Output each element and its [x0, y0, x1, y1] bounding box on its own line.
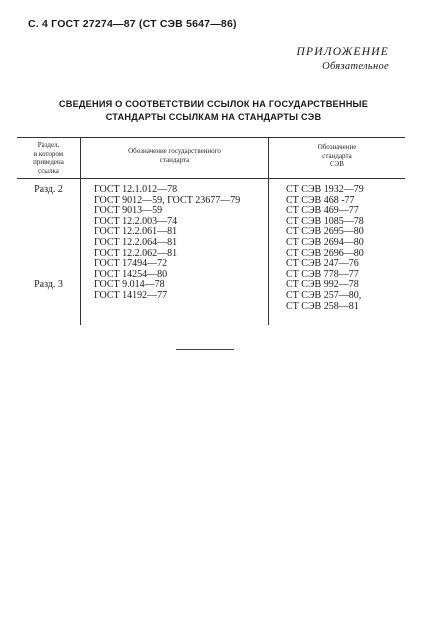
header-gost: Обозначение государственного стандарта — [128, 147, 221, 164]
table-cell-section — [21, 227, 76, 238]
table-cell-section — [21, 249, 76, 260]
table-cell-gost: ГОСТ 9013—59 — [94, 205, 163, 217]
table-cell-gost — [94, 302, 240, 313]
table-cell-section — [21, 196, 76, 207]
table-cell-section — [21, 259, 76, 270]
table-cell-sev: СТ СЭВ 247—76 — [286, 258, 359, 270]
table-cell-section: Разд. 3 — [34, 279, 63, 291]
table-cell-section — [21, 217, 76, 228]
header-section: Раздел, в котором приведена ссылка — [33, 141, 64, 175]
document-title — [0, 98, 427, 124]
sev-column — [286, 185, 364, 312]
table-cell-sev: СТ СЭВ 2696—80 — [286, 247, 364, 259]
table-cell-sev: СТ СЭВ 1085—78 — [286, 215, 364, 227]
table-cell-gost: ГОСТ 12.2.061—81 — [94, 226, 178, 238]
section-column — [21, 185, 76, 312]
table-cell-section: Разд. 2 — [34, 184, 63, 195]
table-cell-gost: ГОСТ 14192—77 — [94, 289, 168, 301]
table-cell-gost: ГОСТ 17494—72 — [94, 258, 168, 270]
table-cell-gost: ГОСТ 12.1.012—78 — [94, 184, 178, 195]
table-cell-sev: СТ СЭВ 468 -77 — [286, 194, 355, 206]
appendix-label: ПРИЛОЖЕНИЕ — [296, 46, 389, 58]
table-cell-sev: СТ СЭВ 257—80, — [286, 289, 362, 301]
title-line-1: СВЕДЕНИЯ О СООТВЕТСТВИИ ССЫЛОК НА ГОСУДАРСТВЕННЫЕ — [58, 99, 369, 109]
appendix-label-block — [297, 45, 389, 75]
table-cell-gost: ГОСТ 9012—59, ГОСТ 23677—79 — [94, 194, 241, 206]
table-cell-gost: ГОСТ 14254—80 — [94, 268, 168, 280]
table-cell-gost: ГОСТ 12.2.003—74 — [94, 215, 178, 227]
table-cell-sev: СТ СЭВ 2694—80 — [286, 236, 364, 248]
header-sev: Обозначение стандарта СЭВ — [317, 143, 357, 168]
table-cell-gost: ГОСТ 12.2.062—81 — [94, 247, 178, 259]
table-cell-sev: СТ СЭВ 258—81 — [286, 300, 359, 312]
table-cell-section — [21, 291, 76, 302]
table-cell-sev: СТ СЭВ 1932—79 — [286, 184, 364, 195]
table-top-rule — [17, 137, 405, 138]
table-cell-sev: СТ СЭВ 778—77 — [286, 268, 359, 280]
table-cell-section — [21, 206, 76, 217]
correspondence-table — [17, 137, 405, 325]
table-cell-gost: ГОСТ 9.014—78 — [94, 279, 165, 291]
appendix-sublabel: Обязательное — [322, 61, 389, 72]
gost-column — [94, 185, 240, 312]
table-cell-sev: СТ СЭВ 992—78 — [286, 279, 359, 291]
end-of-text-rule — [176, 349, 234, 350]
table-cell-section — [21, 302, 76, 313]
table-cell-sev: СТ СЭВ 469—77 — [286, 205, 359, 217]
table-cell-section — [21, 238, 76, 249]
table-cell-gost: ГОСТ 12.2.064—81 — [94, 236, 178, 248]
table-column-divider-1 — [80, 137, 81, 325]
title-line-2: СТАНДАРТЫ ССЫЛКАМ НА СТАНДАРТЫ СЭВ — [105, 112, 322, 122]
table-header-rule — [17, 178, 405, 179]
page-header: С. 4 ГОСТ 27274—87 (СТ СЭВ 5647—86) — [28, 18, 237, 30]
table-cell-sev: СТ СЭВ 2695—80 — [286, 226, 364, 238]
